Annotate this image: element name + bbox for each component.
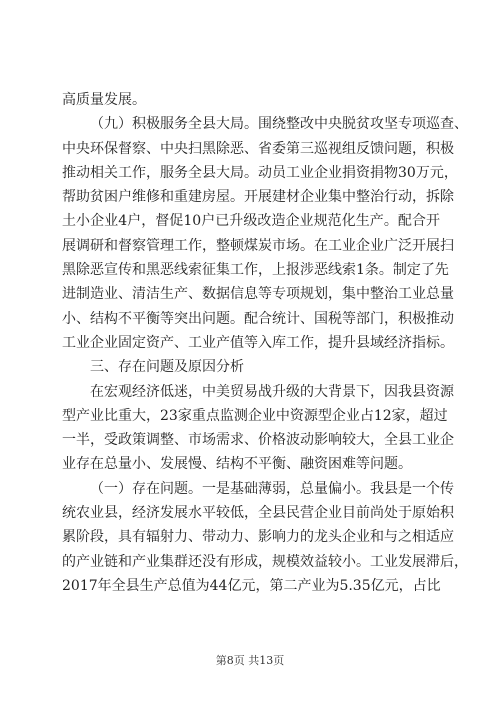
- text-line: 进制造业、清洁生产、数据信息等专项规划，集中整治工业总量: [62, 286, 454, 303]
- text-line: 土小企业4户，督促10户已升级改造企业规范化生产。配合开: [62, 213, 440, 230]
- text-line: 小、结构不平衡等突出问题。配合统计、国税等部门，积极推动: [62, 310, 454, 327]
- text-line: 高质量发展。: [62, 92, 146, 108]
- text-line: 累阶段，具有辐射力、带动力、影响力的龙头企业和与之相适应: [62, 529, 454, 546]
- text-line: （一）存在问题。一是基础薄弱，总量偏小。我县是一个传: [90, 480, 454, 497]
- text-line: 统农业县，经济发展水平较低，全县民营企业目前尚处于原始积: [62, 505, 454, 522]
- text-line: 一半，受政策调整、市场需求、价格波动影响较大，全县工业企: [62, 432, 454, 449]
- text-line: 黑除恶宣传和黑恶线索征集工作，上报涉恶线索1条。制定了先: [62, 262, 449, 279]
- text-line: 推动相关工作，服务全县大局。动员工业企业捐资捐物30万元，: [62, 164, 458, 181]
- text-line: 帮助贫困户维修和重建房屋。开展建材企业集中整治行动，拆除: [62, 189, 454, 206]
- page-footer: 第8页 共13页: [215, 654, 285, 667]
- text-line: 中央环保督察、中央扫黑除恶、省委第三巡视组反馈问题，积极: [62, 140, 454, 157]
- document-body: [62, 88, 468, 598]
- text-line: （九）积极服务全县大局。围绕整改中央脱贫攻坚专项巡查、: [90, 116, 468, 133]
- text-line: 2017年全县生产总值为44亿元，第二产业为5.35亿元，占比: [62, 577, 441, 594]
- text-line: 的产业链和产业集群还没有形成，规模效益较小。工业发展滞后，: [62, 553, 468, 570]
- text-line: 型产业比重大，23家重点监测企业中资源型企业占12家，超过: [62, 407, 448, 424]
- text-line: 展调研和督察管理工作，整顿煤炭市场。在工业企业广泛开展扫: [62, 237, 454, 254]
- text-line: 工业企业固定资产、工业产值等入库工作，提升县域经济指标。: [62, 334, 454, 351]
- text-line: 业存在总量小、发展慢、结构不平衡、融资困难等问题。: [62, 456, 412, 473]
- text-line: 在宏观经济低迷，中美贸易战升级的大背景下，因我县资源: [90, 383, 454, 400]
- text-line: 三、存在问题及原因分析: [90, 359, 244, 376]
